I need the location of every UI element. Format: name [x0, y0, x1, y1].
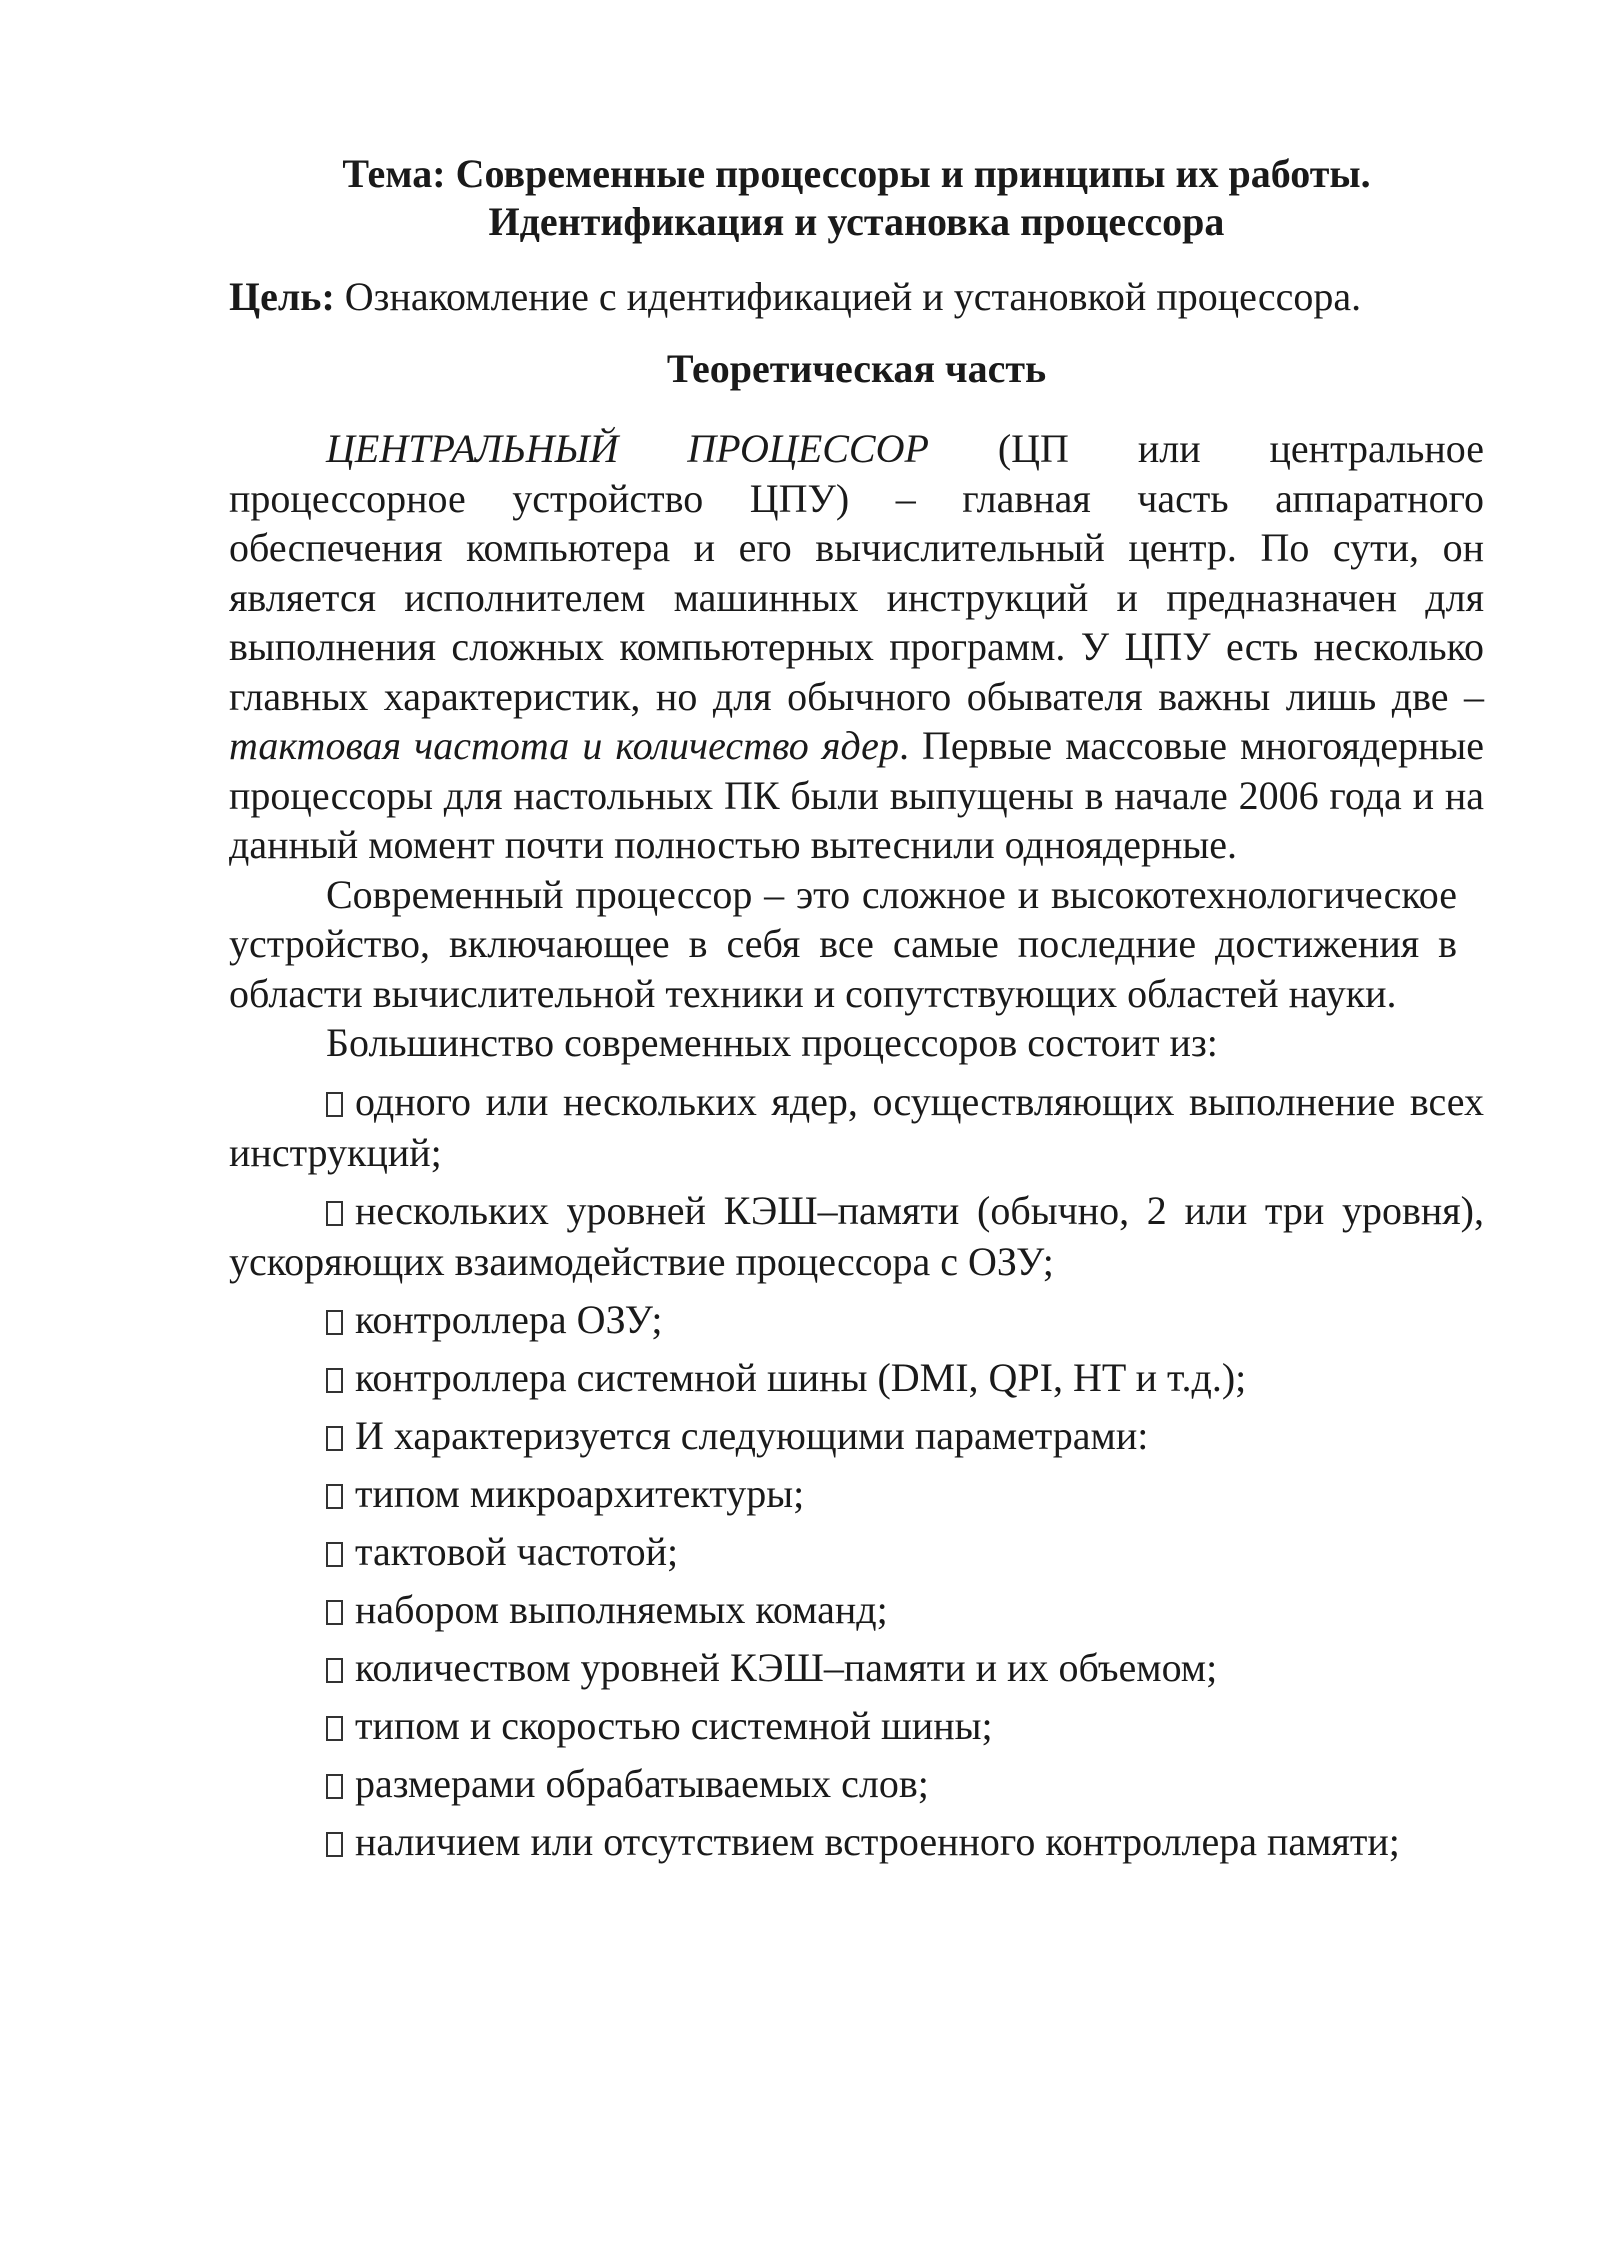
bullet-icon — [326, 1201, 343, 1226]
list-item-text: наличием или отсутствием встроенного контроллера памяти; — [355, 1818, 1400, 1864]
bullet-icon — [326, 1600, 343, 1625]
paragraph-modern-processor: Современный процессор – это сложное и высокотехнологическое устройство, включающее в себя все самые последние достижения в области вычислительной техники и сопутствующих областей науки. — [229, 871, 1457, 1016]
list-item — [229, 1700, 1484, 1751]
bullet-icon — [326, 1310, 343, 1335]
bullet-icon — [326, 1716, 343, 1741]
goal-label: Цель: — [229, 274, 335, 319]
bullet-icon — [326, 1658, 343, 1683]
list-item — [229, 1468, 1484, 1519]
list-item-text: нескольких уровней КЭШ–памяти (обычно, 2 или три уровня), ускоряющих взаимодействие процессора с ОЗУ; — [229, 1187, 1484, 1284]
list-item — [229, 1758, 1484, 1809]
list-item — [229, 1584, 1484, 1635]
list-item — [229, 1410, 1484, 1461]
document-title — [229, 150, 1484, 246]
paragraph-text: (ЦП или центральное процессорное устройство ЦПУ) – главная часть аппаратного обеспечения компьютера и его вычислительный центр. По сути, он является исполнителем машинных инструкций и предназначен для выполнения сложных компьютерных программ. У ЦПУ есть несколько главных характеристик, но для обычного обывателя важны лишь две – — [229, 426, 1485, 719]
bullet-icon — [326, 1832, 343, 1857]
list-item — [229, 1816, 1484, 1867]
list-item — [229, 1294, 1484, 1345]
list-item — [229, 1185, 1484, 1287]
section-heading: Теоретическая часть — [666, 346, 1047, 391]
cpu-term: ЦЕНТРАЛЬНЫЙ ПРОЦЕССОР — [326, 426, 929, 471]
bullet-icon — [326, 1542, 343, 1567]
list-item-text: типом и скоростью системной шины; — [355, 1702, 993, 1748]
bullet-icon — [326, 1368, 343, 1393]
list-item-text: контроллера системной шины (DMI, QPI, HT и т.д.); — [355, 1354, 1247, 1400]
key-characteristics: тактовая частота и количество ядер — [229, 723, 899, 768]
document-body — [229, 150, 1484, 1874]
goal-text: Ознакомление с идентификацией и установкой процессора. — [334, 274, 1362, 319]
list-item-text: типом микроархитектуры; — [355, 1470, 805, 1516]
list-item — [229, 1642, 1484, 1693]
list-item-text: количеством уровней КЭШ–памяти и их объемом; — [355, 1644, 1218, 1690]
title-line-2: Идентификация и установка процессора — [488, 199, 1225, 244]
goal-statement — [229, 272, 1484, 322]
list-item-text: И характеризуется следующими параметрами: — [355, 1412, 1149, 1458]
list-item-text: контроллера ОЗУ; — [355, 1296, 663, 1342]
bullet-icon — [326, 1426, 343, 1451]
list-item-text: тактовой частотой; — [355, 1528, 679, 1574]
list-item-text: размерами обрабатываемых слов; — [355, 1760, 929, 1806]
list-item — [229, 1352, 1484, 1403]
list-item — [229, 1526, 1484, 1577]
bullet-icon — [326, 1092, 343, 1117]
bullet-icon — [326, 1484, 343, 1509]
paragraph-composition-intro: Большинство современных процессоров состоит из: — [326, 1020, 1218, 1065]
list-item-text: набором выполняемых команд; — [355, 1586, 888, 1632]
bullet-icon — [326, 1774, 343, 1799]
component-list — [229, 1076, 1484, 1867]
title-line-1: Тема: Современные процессоры и принципы их работы. — [342, 151, 1371, 196]
list-item — [229, 1076, 1484, 1178]
list-item-text: одного или нескольких ядер, осуществляющих выполнение всех инструкций; — [229, 1078, 1484, 1175]
paragraph-cpu-definition — [229, 424, 1484, 870]
paragraph-text: . Первые массовые многоядерные процессоры для настольных ПК были выпущены в начале 2006 года и на данный момент почти полностью вытеснили одноядерные. — [229, 723, 1484, 867]
